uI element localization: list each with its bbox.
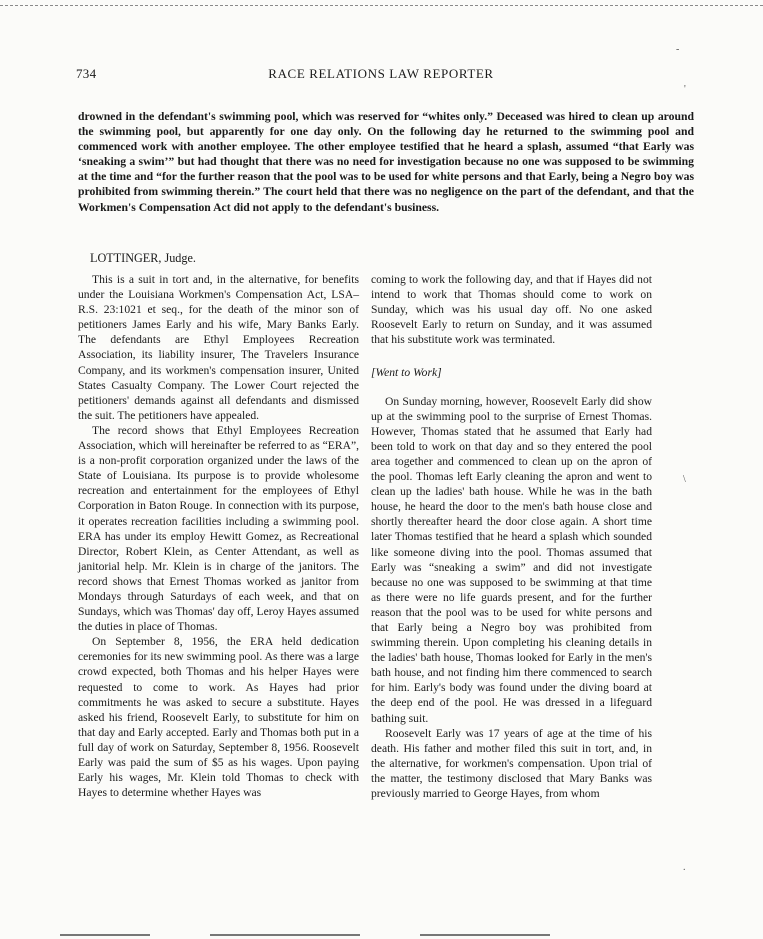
- right-column: [371, 272, 652, 801]
- judge-name: LOTTINGER, Judge.: [90, 251, 196, 265]
- paragraph: On September 8, 1956, the ERA held dedication ceremonies for its new swimming pool. As there was a large crowd expected, both Thomas and his helper Hayes were requested to come to work. As Hayes had prior commitments he was asked to secure a substitute. Hayes asked his friend, Roosevelt Early, to substitute for him on that day and Early accepted. Early and Thomas both put in a full day of work on Saturday, September 8, 1956. Roosevelt Early was paid the sum of $5 as his wages. Upon paying Early his wages, Mr. Klein told Thomas to check with Hayes to determine whether Hayes was: [78, 635, 359, 800]
- paragraph: Roosevelt Early was 17 years of age at the time of his death. His father and mother filed this suit in tort, and, in the alternative, for workmen's compensation. Upon trial of the matter, the testimony disclosed that Mary Banks was previously married to George Hayes, from whom: [371, 726, 652, 800]
- scan-speck: -: [676, 44, 680, 55]
- scan-speck: \: [683, 474, 686, 485]
- section-subheading: [Went to Work]: [371, 366, 442, 380]
- left-column: [78, 272, 359, 800]
- bottom-scan-mark: [210, 934, 360, 936]
- top-scan-border: [0, 5, 763, 6]
- paragraph: On Sunday morning, however, Roosevelt Early did show up at the swimming pool to the surprise of Ernest Thomas. However, Thomas stated that he assumed that Early had been told to work on that day and so they entered the pool area together and commenced to clean up on the apron of the pool. Thomas left Early cleaning the apron and went to clean up the ladies' bath house. While he was in the bath house, he heard the door to the men's bath house close and shortly thereafter heard the door close again. A short time later Thomas testified that he heard a splash which sounded like someone diving into the pool. Thomas assumed that Early was “sneaking a swim” and did not investigate because no one was supposed to be swimming at that time as there were no life guards present, and for the further reason that the pool was to be used for white persons and that Early being a Negro boy was prohibited from swimming therein. Upon completing his cleaning details in the ladies' bath house, Thomas looked for Early in the men's bath house, and not finding him there commenced to search for him. Early's body was found under the diving board at the deep end of the pool. He was dressed in a lifeguard bathing suit.: [371, 394, 652, 725]
- paragraph: This is a suit in tort and, in the alternative, for benefits under the Louisiana Workmen's Compensation Act, LSA–R.S. 23:1021 et seq., for the death of the minor son of petitioners James Early and his wife, Mary Banks Early. The defendants are Ethyl Employees Recreation Association, its liability insurer, The Travelers Insurance Company, and its workmen's compensation insurer, United States Casualty Company. The Lower Court rejected the petitioners' demands against all defendants and dismissed the suit. The petitioners have appealed.: [78, 273, 359, 422]
- scan-speck: .: [683, 862, 686, 873]
- bottom-scan-mark: [420, 934, 550, 936]
- page-number: 734: [76, 66, 97, 81]
- paragraph: The record shows that Ethyl Employees Recreation Association, which will hereinafter be referred to as “ERA”, is a non-profit corporation organized under the laws of the State of Louisiana. Its purpose is to provide wholesome recreation and entertainment for the employees of Ethyl Corporation in Baton Rouge. In connection with its purpose, it operates recreation facilities including a swimming pool. ERA has under its employ Hewitt Gomez, as Recreational Director, Robert Klein, as Center Attendant, as well as janitorial help. Mr. Klein is in charge of the janitors. The record shows that Ernest Thomas worked as janitor from Mondays through Saturdays of each week, and that on Sundays, which was Thomas' day off, Leroy Hayes assumed the duties in place of Thomas.: [78, 423, 359, 634]
- scan-speck: ': [684, 84, 686, 95]
- paragraph-continuation: coming to work the following day, and that if Hayes did not intend to work that Thomas should come to work on Sunday, which was his usual day off. No one asked Roosevelt Early to return on Sunday, and it was assumed that his substitute work was terminated.: [371, 273, 652, 347]
- bottom-scan-mark: [60, 934, 150, 936]
- headnote: drowned in the defendant's swimming pool, which was reserved for “whites only.” Deceased was hired to clean up around the swimming pool, but apparently for one day only. On the following day he returned to the swimming pool and commenced work with another employee. The other employee testified that he heard a splash, assumed “that Early was ‘sneaking a swim’” but had thought that there was no need for investigation because no one was supposed to be swimming at the time and “for the further reason that the pool was to be used for white persons and that Early, being a Negro boy was prohibited from swimming therein.” The court held that there was no negligence on the part of the defendant, and that the Workmen's Compensation Act did not apply to the defendant's business.: [78, 110, 694, 214]
- running-title: RACE RELATIONS LAW REPORTER: [268, 66, 494, 81]
